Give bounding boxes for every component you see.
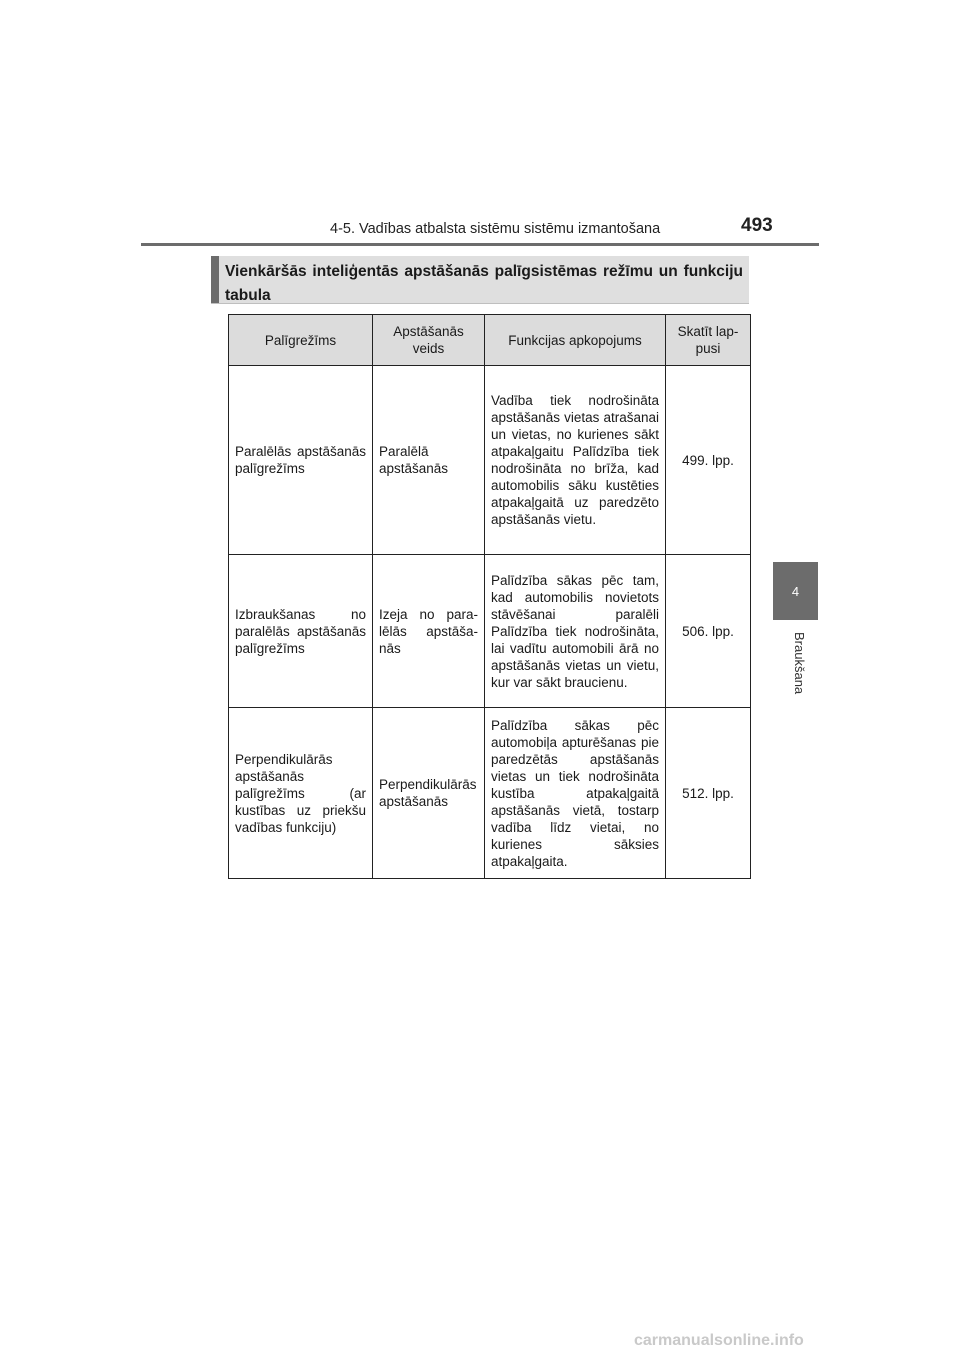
- heading-title: Vienkāršās inteliģentās apstāšanās palīgsistēmas režīmu un funkciju tabula: [225, 263, 743, 304]
- column-header: Apstāšanās veids: [373, 315, 485, 366]
- chapter-tab: [773, 562, 818, 620]
- column-header: Palīgrežīms: [229, 315, 373, 366]
- heading-accent-bar: [211, 256, 219, 303]
- table-row: [229, 366, 751, 555]
- summary-cell: Palīdzība sākas pēc tam, kad automobilis novietots stāvēšanai paralēli Palīdzība tiek nodrošināta, lai vadītu automobili ārā no apstāšanās vietas un vietu, kur var sākt braucienu.: [485, 555, 666, 708]
- chapter-label: Braukšana: [792, 632, 807, 695]
- column-header: Funkcijas apkopojums: [485, 315, 666, 366]
- page-ref-cell: 506. lpp.: [666, 555, 751, 708]
- mode-cell: Perpendikulārās apstāšanās palīgrežīms (ar kustības uz priekšu vadības funkciju): [229, 708, 373, 879]
- section-title: 4-5. Vadības atbalsta sistēmu sistēmu izmantošana: [330, 221, 661, 237]
- type-cell: Izeja no paralēlās apstāšanās: [373, 555, 485, 708]
- summary-cell: Vadība tiek nodrošināta apstāšanās vietas atrašanai un vietas, no kurienes sākt atpakaļgaitu Palīdzība tiek nodrošināta no brīža, kad automobilis sāku kustēties atpakaļgaitā uz paredzēto apstāšanās vietu.: [485, 366, 666, 555]
- modes-table: [228, 314, 751, 879]
- page-ref-cell: 512. lpp.: [666, 708, 751, 879]
- table-row: [229, 555, 751, 708]
- page-ref-cell: 499. lpp.: [666, 366, 751, 555]
- table-header-row: [229, 315, 751, 366]
- header-rule: [141, 243, 819, 246]
- heading-box: [211, 256, 749, 304]
- type-cell: Perpendikulārās apstāšanās: [373, 708, 485, 879]
- column-header: Skatīt lappusi: [666, 315, 751, 366]
- mode-cell: Paralēlās apstāšanās palīgrežīms: [229, 366, 373, 555]
- table-row: [229, 708, 751, 879]
- page-number: 493: [741, 215, 773, 236]
- mode-cell: Izbraukšanas no paralēlās apstāšanās palīgrežīms: [229, 555, 373, 708]
- summary-cell: Palīdzība sākas pēc automobiļa apturēšanas pie paredzētās apstāšanās vietas un tiek nodrošināta kustība atpakaļgaitā apstāšanās vietā, tostarp vadība līdz vietai, no kurienes sāksies atpakaļgaita.: [485, 708, 666, 879]
- chapter-number: 4: [791, 583, 800, 599]
- watermark: carmanualsonline.info: [634, 1332, 804, 1349]
- type-cell: Paralēlā apstāšanās: [373, 366, 485, 555]
